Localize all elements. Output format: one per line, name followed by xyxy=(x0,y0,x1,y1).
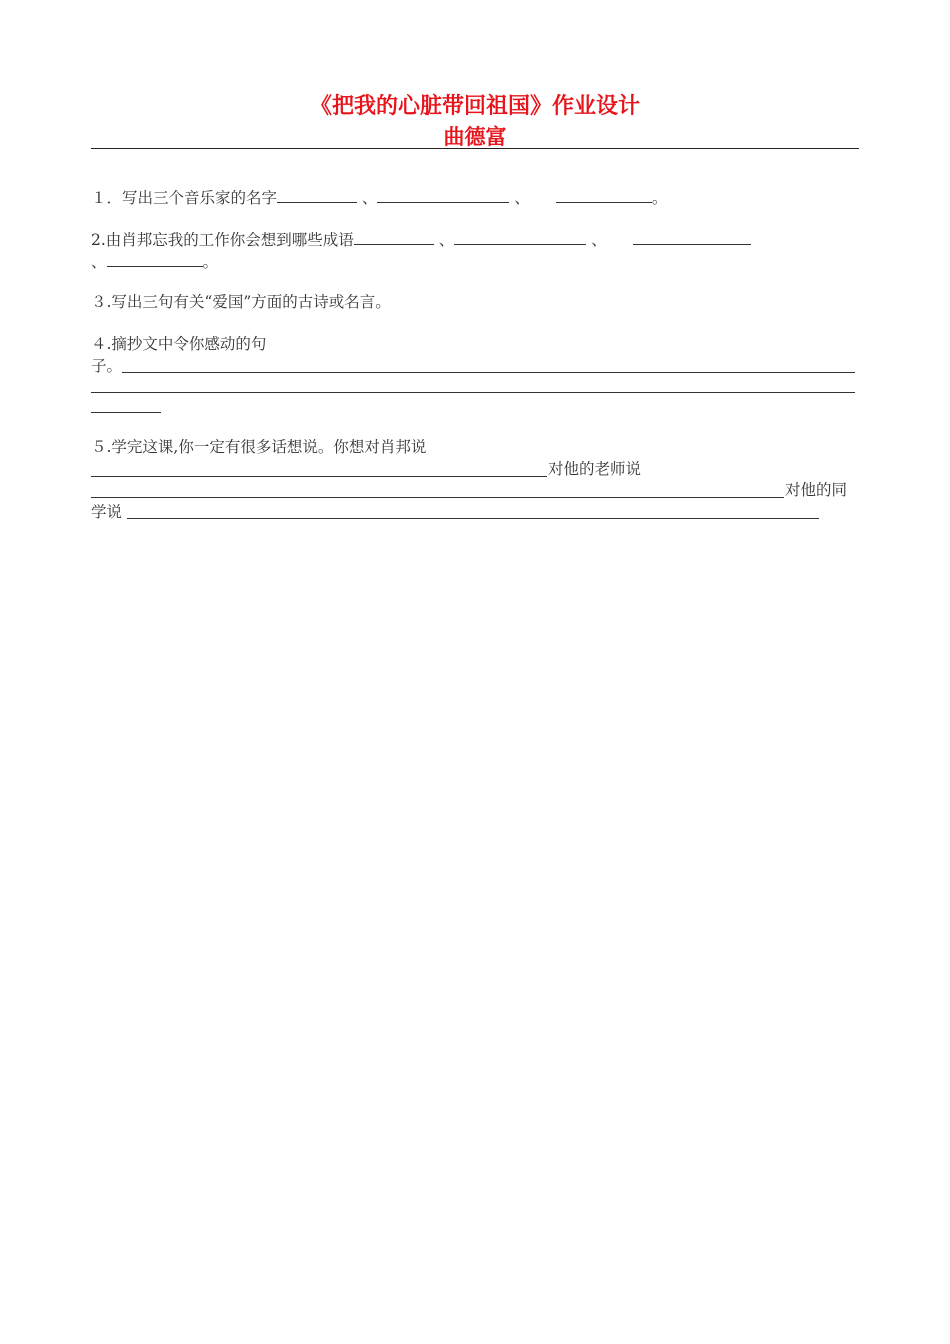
question-1-prompt: １．写出三个音乐家的名字 xyxy=(91,189,278,207)
separator: 、 xyxy=(91,253,107,271)
separator: 、 xyxy=(514,189,530,207)
question-4-prompt-end: 子。 xyxy=(91,357,123,375)
answer-blank[interactable] xyxy=(354,229,434,245)
question-5 xyxy=(91,436,426,458)
question-4-prompt: ４.摘抄文中令你感动的句 xyxy=(91,335,267,353)
question-2-continued xyxy=(91,251,218,273)
period: 。 xyxy=(202,253,219,271)
answer-blank[interactable] xyxy=(377,187,509,203)
answer-line[interactable] xyxy=(91,412,161,413)
classmate-label-end: 学说 xyxy=(91,503,123,521)
answer-line[interactable] xyxy=(91,497,784,498)
answer-blank[interactable] xyxy=(556,187,652,203)
author-name: 曲德富 xyxy=(443,125,507,149)
question-4 xyxy=(91,333,266,355)
answer-line[interactable] xyxy=(122,372,855,373)
teacher-label: 对他的老师说 xyxy=(548,460,642,478)
separator: 、 xyxy=(361,189,378,207)
answer-blank[interactable] xyxy=(277,187,357,203)
classmate-label: 对他的同 xyxy=(785,481,848,499)
answer-blank[interactable] xyxy=(633,229,751,245)
answer-blank[interactable] xyxy=(107,251,203,267)
question-2 xyxy=(91,229,751,251)
header-divider xyxy=(91,148,859,149)
question-1 xyxy=(91,187,667,209)
answer-blank[interactable] xyxy=(454,229,586,245)
question-5-prompt: ５.学完这课,你一定有很多话想说。你想对肖邦说 xyxy=(91,438,427,456)
question-3 xyxy=(91,291,391,313)
title-block xyxy=(0,92,950,152)
question-2-prompt: 2.由肖邦忘我的工作你会想到哪些成语 xyxy=(91,231,354,249)
answer-line[interactable] xyxy=(127,518,819,519)
separator: 、 xyxy=(438,231,455,249)
page-title: 《把我的心脏带回祖国》作业设计 xyxy=(309,94,640,119)
question-4-continued xyxy=(91,355,122,377)
answer-line[interactable] xyxy=(91,476,547,477)
question-3-prompt: ３.写出三句有关“爱国”方面的古诗或名言。 xyxy=(91,293,391,311)
period: 。 xyxy=(651,189,668,207)
answer-line[interactable] xyxy=(91,392,855,393)
separator: 、 xyxy=(591,231,607,249)
